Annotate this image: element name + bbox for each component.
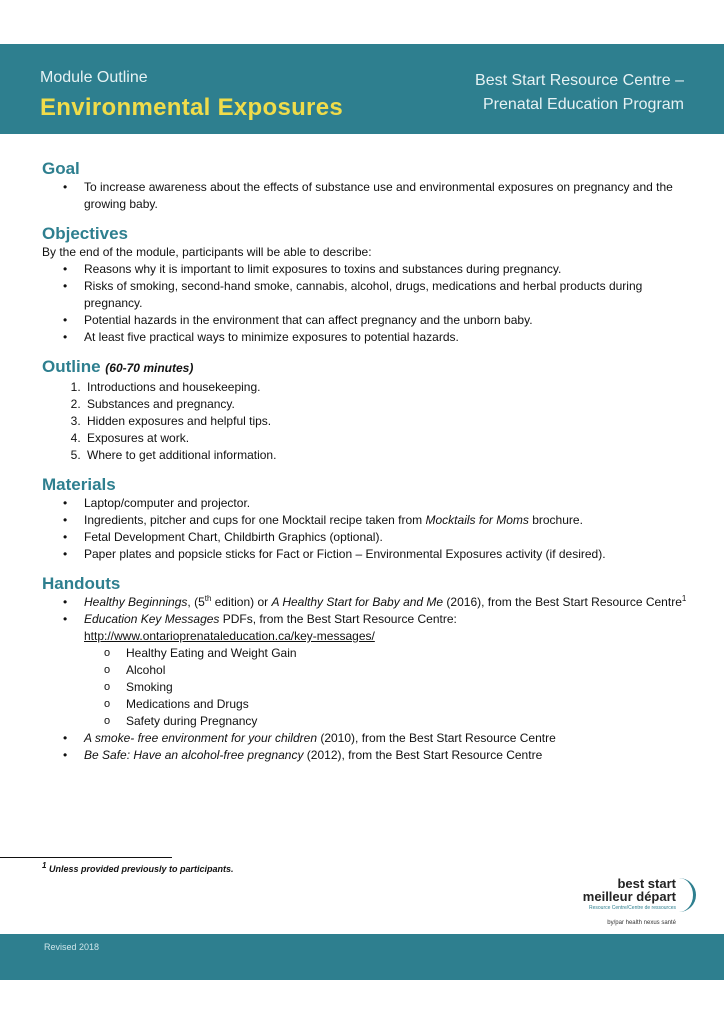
- outline-item: 2. Substances and pregnancy.: [84, 396, 692, 413]
- sub-item: o Safety during Pregnancy: [126, 713, 692, 730]
- handout-title: A Healthy Start for Baby and Me: [271, 595, 444, 609]
- objective-item: • Reasons why it is important to limit exposures to toxins and substances during pregnancy.: [84, 261, 692, 278]
- handout-text: edition) or: [211, 595, 272, 609]
- sub-item: o Medications and Drugs: [126, 696, 692, 713]
- objectives-lead: By the end of the module, participants will be able to describe:: [42, 245, 372, 259]
- logo-line-2: meilleur départ: [582, 889, 676, 904]
- footnote-divider: [0, 857, 172, 858]
- objectives-section: [42, 223, 692, 346]
- handout-item: [84, 730, 692, 747]
- handout-item: [84, 611, 692, 730]
- logo-line-4: by/par health nexus santé: [607, 920, 676, 926]
- handouts-heading: Handouts: [42, 574, 121, 593]
- outline-list: [42, 379, 692, 464]
- outline-heading-text: Outline: [42, 357, 101, 376]
- goal-heading: Goal: [42, 159, 80, 178]
- outline-section: [42, 356, 692, 464]
- handout-text: (2010), from the Best Start Resource Centre: [317, 731, 556, 745]
- material-item: • Laptop/computer and projector.: [84, 495, 692, 512]
- outline-item: 3. Hidden exposures and helpful tips.: [84, 413, 692, 430]
- handout-item: [84, 747, 692, 764]
- org-line-1: Best Start Resource Centre –: [475, 72, 684, 89]
- footnote-ref[interactable]: 1: [681, 594, 687, 603]
- handout-title: Be Safe: Have an alcohol-free pregnancy: [84, 748, 304, 762]
- handout-text: (2012), from the Best Start Resource Centre: [303, 748, 543, 762]
- goal-list: [42, 179, 692, 213]
- sub-item: o Healthy Eating and Weight Gain: [126, 645, 692, 662]
- material-text: Ingredients, pitcher and cups for one Mocktail recipe taken from: [84, 513, 426, 527]
- outline-item: 4. Exposures at work.: [84, 430, 692, 447]
- handout-title: Healthy Beginnings: [84, 595, 188, 609]
- key-messages-sublist: [84, 645, 692, 730]
- logo-line-3: Resource Centre/Centre de ressources: [589, 905, 676, 911]
- key-messages-link[interactable]: http://www.ontarioprenataleducation.ca/key-messages/: [84, 629, 375, 643]
- objective-item: • At least five practical ways to minimize exposures to potential hazards.: [84, 329, 692, 346]
- objectives-heading: Objectives: [42, 224, 128, 243]
- sub-item: o Alcohol: [126, 662, 692, 679]
- goal-item: • To increase awareness about the effects of substance use and environmental exposures on pregnancy and the growing baby.: [84, 179, 692, 213]
- handout-title: Education Key Messages: [84, 612, 220, 626]
- material-item: • Fetal Development Chart, Childbirth Graphics (optional).: [84, 529, 692, 546]
- header-banner: [0, 44, 724, 134]
- materials-list: [42, 495, 692, 563]
- materials-section: [42, 474, 692, 563]
- logo-arc-icon: [679, 878, 696, 912]
- material-item: [84, 512, 692, 529]
- superscript: th: [204, 594, 212, 603]
- objective-item: • Risks of smoking, second-hand smoke, cannabis, alcohol, drugs, medications and herbal products during pregnancy.: [84, 278, 692, 312]
- org-line-2: Prenatal Education Program: [483, 96, 684, 113]
- objective-item: • Potential hazards in the environment that can affect pregnancy and the unborn baby.: [84, 312, 692, 329]
- handout-item: [84, 594, 692, 611]
- handout-text: PDFs, from the Best Start Resource Centre:: [219, 612, 457, 626]
- outline-heading: [42, 356, 692, 379]
- handout-text: (2016), from the Best Start Resource Centre: [443, 595, 682, 609]
- module-outline-label: Module Outline: [40, 69, 148, 86]
- materials-heading: Materials: [42, 475, 116, 494]
- best-start-logo: [582, 876, 702, 932]
- footnote: [42, 861, 234, 874]
- material-text: brochure.: [528, 513, 583, 527]
- outline-item: 1. Introductions and housekeeping.: [84, 379, 692, 396]
- organization-name: [475, 69, 684, 117]
- footnote-text: Unless provided previously to participants.: [46, 864, 234, 874]
- goal-section: [42, 158, 692, 213]
- handouts-section: [42, 573, 692, 764]
- page-title: Environmental Exposures: [40, 94, 343, 121]
- material-item: • Paper plates and popsicle sticks for Fact or Fiction – Environmental Exposures activity (if desired).: [84, 546, 692, 563]
- outline-duration: (60-70 minutes): [105, 361, 194, 375]
- footer-banner: [0, 934, 724, 980]
- footnote-mark: 1: [42, 861, 47, 870]
- handout-text: , (5: [187, 595, 205, 609]
- handouts-list: [42, 594, 692, 764]
- document-body: [42, 158, 692, 774]
- logo-line-1: best start: [617, 876, 676, 891]
- outline-item: 5. Where to get additional information.: [84, 447, 692, 464]
- brochure-title: Mocktails for Moms: [425, 513, 529, 527]
- objectives-list: [42, 261, 692, 346]
- revised-date: Revised 2018: [44, 942, 100, 952]
- sub-item: o Smoking: [126, 679, 692, 696]
- handout-title: A smoke- free environment for your children: [84, 731, 317, 745]
